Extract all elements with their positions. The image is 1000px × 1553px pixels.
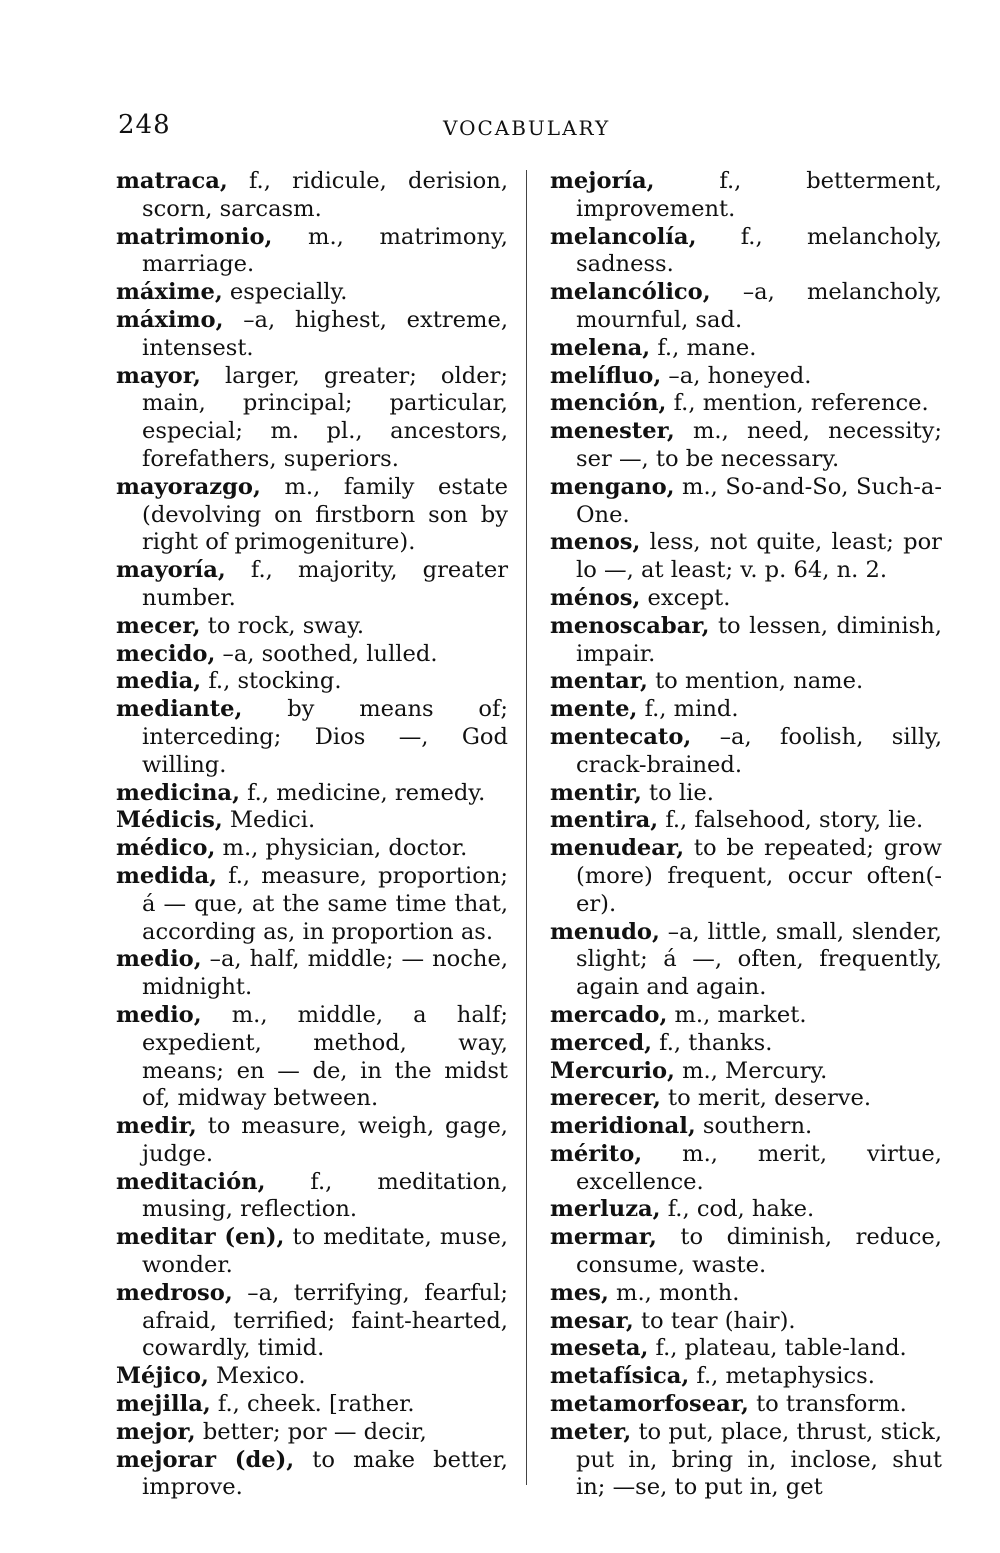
entry-definition: to rock, sway. xyxy=(200,612,365,639)
entry-headword: mayor, xyxy=(116,362,201,389)
entry-definition: f., medicine, remedy. xyxy=(239,779,486,806)
entry-headword: medroso, xyxy=(116,1279,233,1306)
dictionary-entry xyxy=(550,919,942,1002)
entry-headword: médico, xyxy=(116,835,216,862)
dictionary-entry xyxy=(550,780,942,808)
dictionary-entry xyxy=(550,1002,942,1030)
entry-headword: Médicis, xyxy=(116,807,223,834)
entry-definition: m., physician, doctor. xyxy=(215,835,468,862)
entry-definition: m., need, necessity; ser —, to be necessary. xyxy=(576,418,942,472)
entry-definition: f., measure, proportion; á — que, at the same time that, according as, in proportion as. xyxy=(142,862,508,945)
entry-definition: especially. xyxy=(222,279,348,306)
entry-definition: to be repeated; grow (more) frequent, occur often(-er). xyxy=(576,835,942,917)
entry-headword: mes, xyxy=(550,1279,609,1306)
page-header xyxy=(118,110,940,144)
dictionary-entry xyxy=(116,641,508,669)
entry-definition: to make better, improve. xyxy=(142,1446,508,1501)
entry-definition: to lie. xyxy=(641,779,714,806)
entry-definition: to meditate, muse, wonder. xyxy=(142,1224,508,1279)
entry-headword: matrimonio, xyxy=(116,223,273,250)
entry-headword: mente, xyxy=(550,696,638,723)
entry-headword: media, xyxy=(116,668,202,695)
entry-definition: Mexico. xyxy=(208,1363,306,1390)
dictionary-entry xyxy=(116,668,508,696)
entry-headword: mecido, xyxy=(116,640,216,667)
entry-headword: mentecato, xyxy=(550,723,692,750)
dictionary-entry xyxy=(116,807,508,835)
entry-headword: metamorfosear, xyxy=(550,1391,749,1418)
entry-headword: melancólico, xyxy=(550,279,711,306)
entry-definition: f., falsehood, story, lie. xyxy=(658,807,924,834)
entry-headword: Méjico, xyxy=(116,1363,209,1390)
entry-headword: meditación, xyxy=(116,1168,266,1195)
entry-headword: menudear, xyxy=(550,835,685,862)
dictionary-entry xyxy=(550,1363,942,1391)
entry-definition: f., ridicule, derision, scorn, sarcasm. xyxy=(142,168,508,222)
entry-headword: medida, xyxy=(116,862,217,889)
dictionary-entry xyxy=(550,363,942,391)
dictionary-entry xyxy=(550,335,942,363)
entry-definition: –a, terrifying, fearful; afraid, terrified; faint-hearted, cowardly, timid. xyxy=(142,1279,508,1362)
entry-definition: m., So-and-So, Such-a-One. xyxy=(576,473,942,528)
entry-headword: mejoría, xyxy=(550,168,655,194)
dictionary-entry xyxy=(116,1169,508,1225)
entry-headword: meridional, xyxy=(550,1113,696,1140)
entry-headword: medir, xyxy=(116,1113,197,1140)
dictionary-entry xyxy=(116,1280,508,1363)
entry-headword: ménos, xyxy=(550,584,641,611)
entry-headword: mejor, xyxy=(116,1418,196,1445)
entry-definition: f., betterment, improvement. xyxy=(576,168,942,222)
entry-headword: Mercurio, xyxy=(550,1057,675,1084)
dictionary-entry xyxy=(116,1002,508,1113)
entry-headword: mercado, xyxy=(550,1001,668,1028)
entry-headword: máximo, xyxy=(116,306,224,333)
entry-headword: metafísica, xyxy=(550,1363,690,1390)
entry-headword: menos, xyxy=(550,529,641,556)
entry-headword: merced, xyxy=(550,1029,652,1056)
entry-definition: southern. xyxy=(695,1113,813,1140)
dictionary-entry xyxy=(550,279,942,335)
dictionary-entry xyxy=(550,1058,942,1086)
entry-definition: to mention, name. xyxy=(647,668,864,695)
entry-definition: –a, half, middle; — noche, midnight. xyxy=(142,946,508,1001)
entry-headword: medio, xyxy=(116,1001,202,1028)
dictionary-entry xyxy=(116,474,508,557)
entry-definition: by means of; interceding; Dios —, God willing. xyxy=(142,696,508,778)
dictionary-entry xyxy=(550,585,942,613)
dictionary-entry xyxy=(550,1391,942,1419)
entry-definition: m., merit, virtue, excellence. xyxy=(576,1140,942,1195)
entry-definition: f., majority, greater number. xyxy=(142,557,508,611)
dictionary-entry xyxy=(550,1030,942,1058)
entry-definition: m., matrimony, marriage. xyxy=(142,223,508,278)
entry-definition: Medici. xyxy=(222,807,316,834)
entry-definition: m., Mercury. xyxy=(674,1057,828,1084)
dictionary-entry xyxy=(550,1141,942,1197)
dictionary-entry xyxy=(550,807,942,835)
entry-headword: mérito, xyxy=(550,1140,643,1167)
entry-headword: meseta, xyxy=(550,1335,649,1362)
entry-definition: –a, foolish, silly, crack-brained. xyxy=(576,723,942,778)
entry-headword: menoscabar, xyxy=(550,612,710,639)
entry-definition: larger, greater; older; main, principal; particular, especial; m. pl., ancestors, forefathers, superiors. xyxy=(142,362,508,472)
entry-definition: less, not quite, least; por lo —, at least; v. p. 64, n. 2. xyxy=(576,529,942,584)
entry-headword: matraca, xyxy=(116,168,228,194)
entry-headword: medio, xyxy=(116,946,202,973)
dictionary-entry xyxy=(550,168,942,224)
entry-headword: meditar (en), xyxy=(116,1224,285,1251)
dictionary-entry xyxy=(116,613,508,641)
entry-definition: f., mention, reference. xyxy=(666,390,929,417)
dictionary-entry xyxy=(550,418,942,474)
entry-headword: menester, xyxy=(550,418,675,445)
dictionary-entry xyxy=(116,1363,508,1391)
entry-definition: except. xyxy=(640,584,731,611)
dictionary-entry xyxy=(550,724,942,780)
dictionary-entry xyxy=(550,668,942,696)
entry-headword: mentar, xyxy=(550,668,648,695)
dictionary-entry xyxy=(116,1447,508,1503)
entry-definition: to merit, deserve. xyxy=(660,1085,872,1112)
entry-definition: f., melancholy, sadness. xyxy=(576,223,942,278)
entry-definition: –a, little, small, slender, slight; á —, often, frequently, again and again. xyxy=(576,918,942,1001)
entry-headword: mayorazgo, xyxy=(116,473,261,500)
entry-definition: m., month. xyxy=(608,1279,740,1306)
dictionary-entry xyxy=(550,1113,942,1141)
entry-definition: f., mane. xyxy=(650,334,757,361)
entry-headword: melancolía, xyxy=(550,223,697,250)
entry-definition: –a, soothed, lulled. xyxy=(215,640,438,667)
entry-definition: to measure, weigh, gage, judge. xyxy=(142,1113,508,1167)
entry-headword: máxime, xyxy=(116,279,223,306)
dictionary-entry xyxy=(116,168,508,224)
entry-headword: mención, xyxy=(550,390,667,417)
dictionary-entry xyxy=(116,835,508,863)
entry-definition: f., stocking. xyxy=(201,668,342,695)
entry-headword: mediante, xyxy=(116,696,243,723)
entry-definition: to transform. xyxy=(748,1391,907,1418)
entry-definition: f., meditation, musing, reflection. xyxy=(142,1168,508,1223)
entry-headword: mentir, xyxy=(550,779,642,806)
entry-definition: f., metaphysics. xyxy=(689,1363,875,1390)
entry-headword: merecer, xyxy=(550,1085,661,1112)
entry-headword: mejilla, xyxy=(116,1391,211,1418)
dictionary-entry xyxy=(550,696,942,724)
entry-headword: melífluo, xyxy=(550,362,662,389)
page-number: 248 xyxy=(118,110,171,140)
entry-definition: f., cheek. [rather. xyxy=(210,1391,415,1418)
dictionary-entry xyxy=(550,613,942,669)
dictionary-entry xyxy=(116,1391,508,1419)
dictionary-entry xyxy=(550,1335,942,1363)
entry-definition: –a, honeyed. xyxy=(661,362,812,389)
entry-headword: mentira, xyxy=(550,807,659,834)
dictionary-entry xyxy=(550,1419,942,1502)
dictionary-entry xyxy=(116,1419,508,1447)
dictionary-entry xyxy=(116,363,508,474)
dictionary-entry xyxy=(550,1224,942,1280)
entry-definition: f., mind. xyxy=(637,696,739,723)
dictionary-entry xyxy=(550,1085,942,1113)
entry-definition: better; por — decir, xyxy=(195,1418,427,1445)
dictionary-entry xyxy=(550,1308,942,1336)
entry-headword: merluza, xyxy=(550,1196,661,1223)
right-column xyxy=(550,168,942,1502)
dictionary-entry xyxy=(550,390,942,418)
entry-headword: menudo, xyxy=(550,918,660,945)
entry-headword: medicina, xyxy=(116,779,240,806)
entry-headword: mecer, xyxy=(116,612,201,639)
dictionary-entry xyxy=(550,474,942,530)
dictionary-entry xyxy=(116,1113,508,1169)
dictionary-entry xyxy=(116,946,508,1002)
entry-definition: m., market. xyxy=(667,1001,807,1028)
entry-definition: m., family estate (devolving on firstborn son by right of primogeniture). xyxy=(142,473,508,556)
entry-headword: mermar, xyxy=(550,1224,657,1251)
dictionary-entry xyxy=(116,1224,508,1280)
entry-headword: mesar, xyxy=(550,1307,634,1334)
entry-definition: f., thanks. xyxy=(651,1029,773,1056)
entry-headword: meter, xyxy=(550,1418,632,1445)
dictionary-entry xyxy=(550,529,942,585)
entry-headword: melena, xyxy=(550,334,651,361)
entry-definition: to tear (hair). xyxy=(633,1307,796,1334)
dictionary-entry xyxy=(116,696,508,779)
dictionary-entry xyxy=(116,557,508,613)
entry-definition: to lessen, diminish, impair. xyxy=(576,612,942,667)
entry-definition: m., middle, a half; expedient, method, way, means; en — de, in the midst of, midway between. xyxy=(142,1001,508,1112)
left-column xyxy=(116,168,508,1502)
entry-headword: mengano, xyxy=(550,473,675,500)
entry-headword: mayoría, xyxy=(116,557,226,584)
column-divider xyxy=(526,170,527,1485)
dictionary-entry xyxy=(550,1196,942,1224)
dictionary-entry xyxy=(116,279,508,307)
entry-definition: to diminish, reduce, consume, waste. xyxy=(576,1224,942,1279)
entry-definition: f., cod, hake. xyxy=(660,1196,815,1223)
dictionary-entry xyxy=(550,1280,942,1308)
entry-definition: –a, highest, extreme, intensest. xyxy=(142,306,508,361)
dictionary-entry xyxy=(550,835,942,918)
dictionary-entry xyxy=(116,307,508,363)
entry-headword: mejorar (de), xyxy=(116,1446,295,1473)
dictionary-entry xyxy=(550,224,942,280)
entry-definition: to put, place, thrust, stick, put in, bring in, inclose, shut in; —se, to put in, get xyxy=(576,1418,942,1501)
running-head: VOCABULARY xyxy=(443,116,611,140)
dictionary-entry xyxy=(116,863,508,946)
dictionary-entry xyxy=(116,780,508,808)
dictionary-entry xyxy=(116,224,508,280)
entry-definition: –a, melancholy, mournful, sad. xyxy=(576,279,942,333)
entry-definition: f., plateau, table-land. xyxy=(648,1335,907,1362)
